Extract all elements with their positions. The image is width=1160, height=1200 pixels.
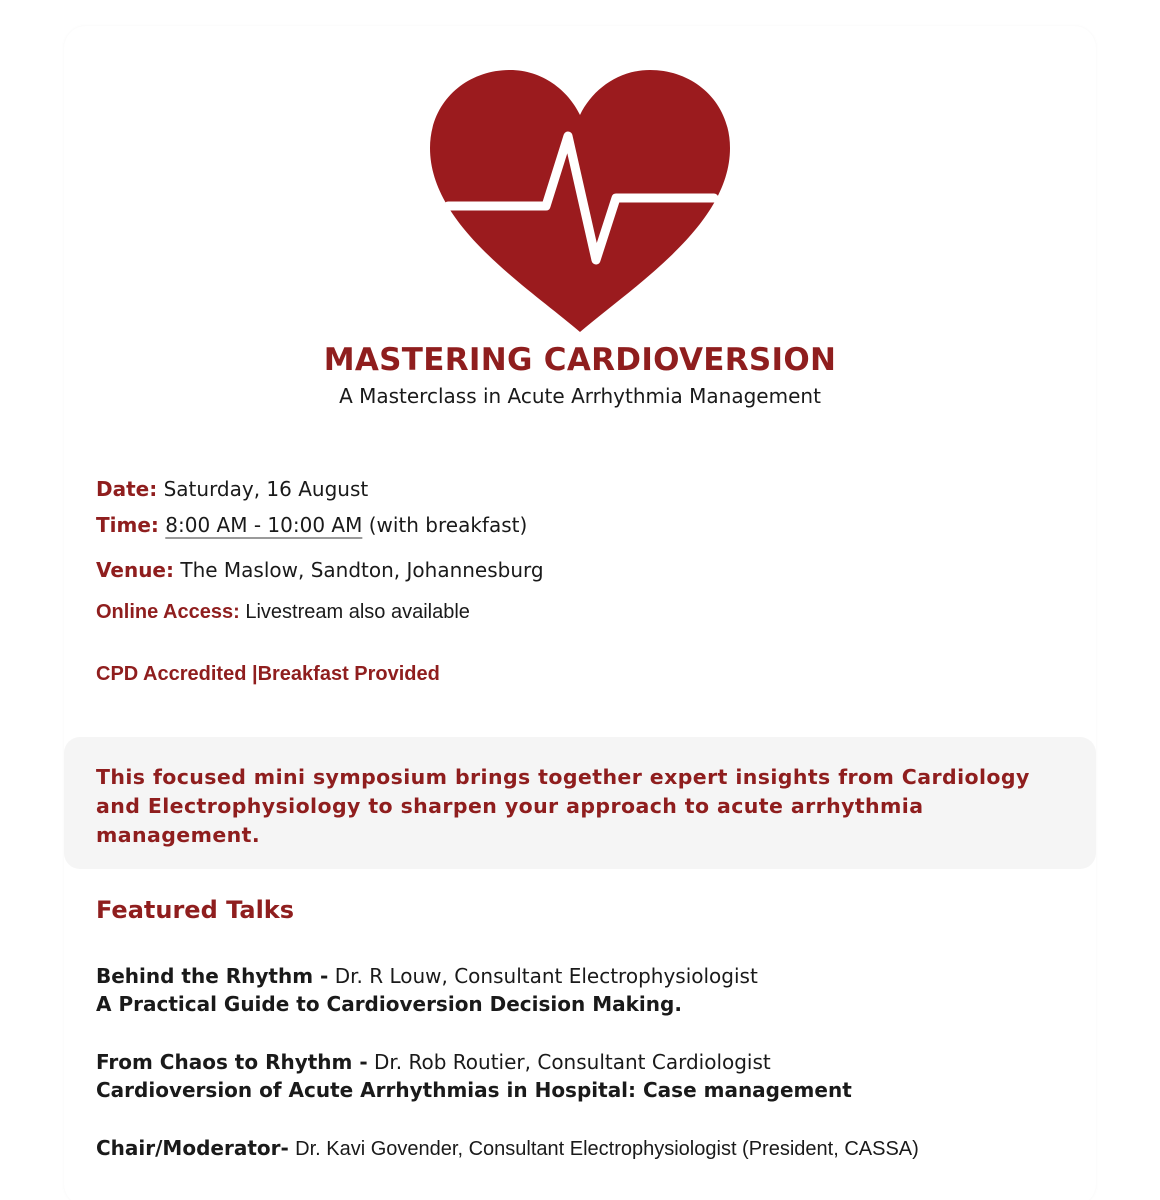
venue-value: The Maslow, Sandton, Johannesburg (180, 558, 544, 582)
heart-pulse-icon (430, 70, 730, 332)
event-subtitle: A Masterclass in Acute Arrhythmia Management (339, 384, 821, 408)
chair-label: Chair/Moderator- (96, 1136, 289, 1160)
event-title: MASTERING CARDIOVERSION (323, 342, 837, 378)
venue-label: Venue: (96, 558, 174, 582)
online-access-label: Online Access: (96, 601, 240, 623)
talk-topic: Cardioversion of Acute Arrhythmias in Hospital: Case management (96, 1078, 852, 1102)
date-label: Date: (96, 477, 158, 501)
online-access-line (96, 601, 470, 624)
time-line (96, 513, 527, 537)
venue-line (96, 558, 544, 582)
summary-callout (64, 737, 1096, 869)
summary-callout-text: This focused mini symposium brings together expert insights from Cardiology and Electrophysiology to sharpen your approach to acute arrhythmia management. (96, 765, 1030, 847)
talk-title: From Chaos to Rhythm - (96, 1050, 368, 1074)
time-label: Time: (96, 513, 159, 537)
date-value: Saturday, 16 August (163, 477, 369, 501)
talk-item (96, 962, 758, 1018)
time-value[interactable]: 8:00 AM - 10:00 AM (165, 513, 363, 537)
chair-line (96, 1134, 919, 1163)
talk-speaker: Dr. Rob Routier, Consultant Cardiologist (374, 1050, 771, 1074)
talk-topic: A Practical Guide to Cardioversion Decision Making. (96, 992, 682, 1016)
date-line (96, 477, 368, 501)
talk-speaker: Dr. R Louw, Consultant Electrophysiologist (334, 964, 758, 988)
chair-speaker: Dr. Kavi Govender, Consultant Electrophysiologist (President, CASSA) (295, 1138, 919, 1160)
time-note: (with breakfast) (368, 513, 528, 537)
online-access-value: Livestream also available (245, 601, 470, 623)
talk-title: Behind the Rhythm - (96, 964, 329, 988)
accreditation-note: CPD Accredited |Breakfast Provided (96, 663, 440, 685)
featured-talks-heading: Featured Talks (96, 896, 295, 924)
talk-item (96, 1048, 852, 1104)
